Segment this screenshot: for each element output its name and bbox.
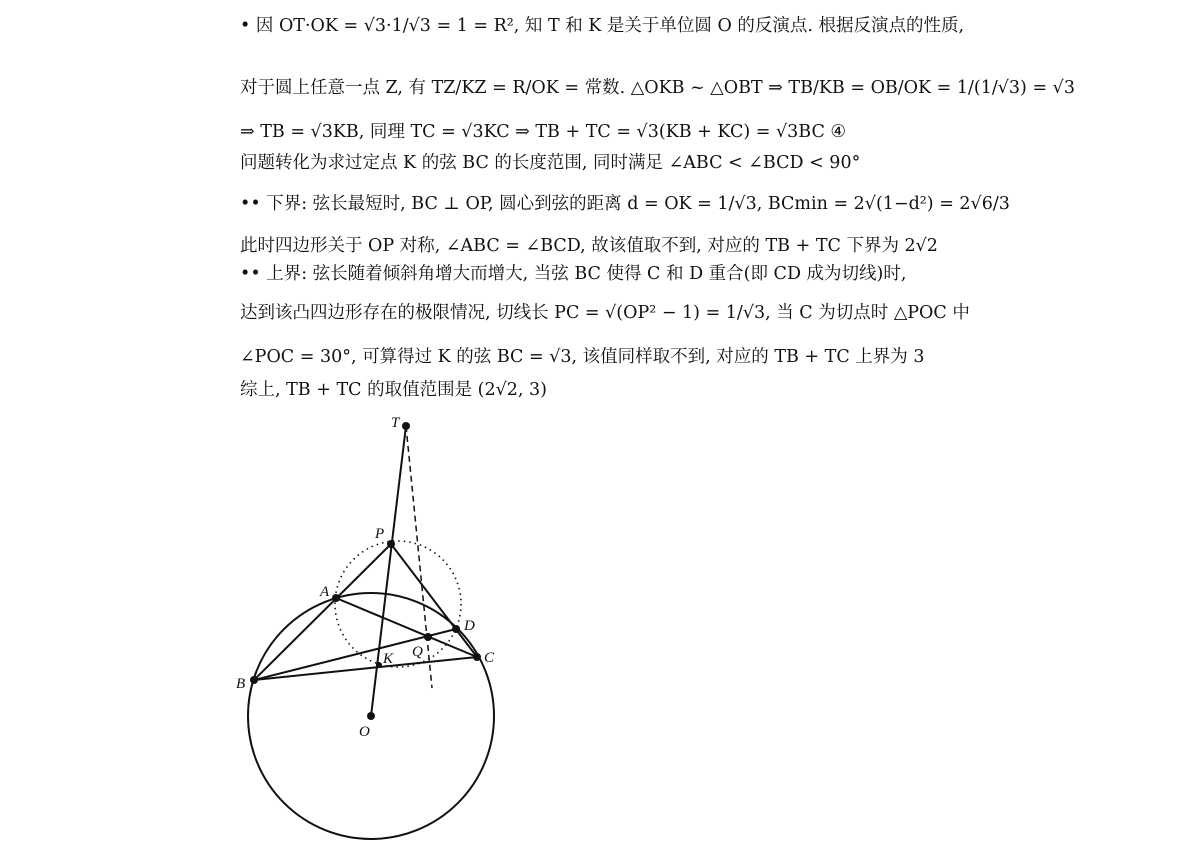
label-p: P bbox=[375, 526, 385, 542]
label-b: B bbox=[236, 676, 246, 692]
point-p bbox=[387, 540, 395, 548]
point-c bbox=[473, 653, 481, 661]
label-k: K bbox=[383, 651, 394, 667]
solution-line-8: 达到该凸四边形存在的极限情况, 切线长 PC = √(OP² − 1) = 1/√3, 当 C 为切点时 △POC 中 bbox=[240, 303, 970, 323]
label-o: O bbox=[359, 724, 370, 740]
point-o bbox=[367, 712, 375, 720]
solution-line-5: •• 下界: 弦长最短时, BC ⊥ OP, 圆心到弦的距离 d = OK = 1/√3, BCmin = 2√(1−d²) = 2√6/3 bbox=[240, 194, 1010, 214]
solution-line-9: ∠POC = 30°, 可算得过 K 的弦 BC = √3, 该值同样取不到, 对应的 TB + TC 上界为 3 bbox=[240, 347, 925, 367]
point-b bbox=[250, 676, 258, 684]
solution-line-10: 综上, TB + TC 的取值范围是 (2√2, 3) bbox=[240, 380, 547, 400]
solution-line-3: ⇒ TB = √3KB, 同理 TC = √3KC ⇒ TB + TC = √3(KB + KC) = √3BC ④ bbox=[240, 122, 847, 142]
solution-line-1: • 因 OT·OK = √3·1/√3 = 1 = R², 知 T 和 K 是关于单位圆 O 的反演点. 根据反演点的性质, bbox=[240, 16, 965, 36]
label-t: T bbox=[391, 415, 400, 431]
solution-line-2: 对于圆上任意一点 Z, 有 TZ/KZ = R/OK = 常数. △OKB ~ △OBT ⇒ TB/KB = OB/OK = 1/(1/√3) = √3 bbox=[240, 78, 1075, 98]
point-q bbox=[424, 633, 432, 641]
solution-line-6: 此时四边形关于 OP 对称, ∠ABC = ∠BCD, 故该值取不到, 对应的 TB + TC 下界为 2√2 bbox=[240, 236, 938, 256]
label-q: Q bbox=[412, 644, 423, 660]
point-a bbox=[332, 594, 340, 602]
point-k bbox=[376, 662, 382, 668]
label-d: D bbox=[464, 618, 475, 634]
segment-b-c bbox=[254, 657, 477, 680]
point-t bbox=[402, 422, 410, 430]
solution-line-4: 问题转化为求过定点 K 的弦 BC 的长度范围, 同时满足 ∠ABC < ∠BCD < 90° bbox=[240, 153, 861, 173]
label-c: C bbox=[484, 650, 495, 666]
dotted-circle bbox=[335, 541, 461, 667]
point-d bbox=[452, 625, 460, 633]
solution-line-7: •• 上界: 弦长随着倾斜角增大而增大, 当弦 BC 使得 C 和 D 重合(即 CD 成为切线)时, bbox=[240, 264, 907, 284]
label-a: A bbox=[320, 584, 330, 600]
line-t-o bbox=[371, 426, 406, 716]
